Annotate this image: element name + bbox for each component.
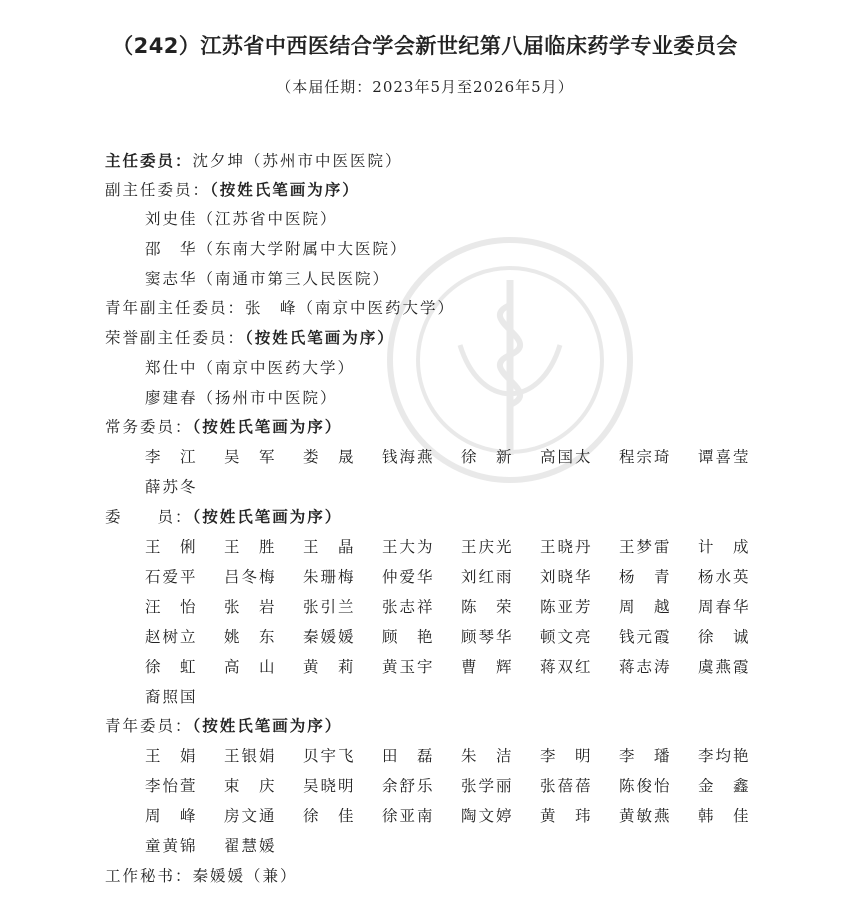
youth-vice-director-name: 张 峰（南京中医药大学） [245, 299, 456, 317]
member-name: 朱珊梅 [303, 568, 356, 586]
director-label: 主任委员： [105, 151, 193, 170]
vice-director-item: 邵 华（东南大学附属中大医院） [145, 240, 408, 258]
member-name: 仲爱华 [382, 568, 435, 586]
vice-directors-note: （按姓氏笔画为序） [210, 180, 360, 199]
member-name: 陈俊怡 [619, 777, 672, 795]
honorary-vice-directors-label: 荣誉副主任委员： [105, 329, 246, 347]
honorary-vice-directors-heading [105, 326, 395, 348]
member-name: 朱 洁 [461, 747, 514, 765]
member-name: 蒋双红 [540, 658, 593, 676]
secretary-line [105, 864, 298, 886]
members-row [145, 655, 755, 679]
member-name: 杨 青 [619, 568, 672, 586]
member-name: 王 俐 [145, 538, 198, 556]
standing-members-label: 常务委员： [105, 418, 193, 436]
member-name: 黄玉宇 [382, 658, 435, 676]
member-name: 高 山 [224, 658, 277, 676]
member-name: 顾 艳 [382, 628, 435, 646]
member-name: 吴 军 [224, 448, 277, 466]
member-name: 徐 诚 [698, 628, 751, 646]
member-name: 钱海燕 [382, 448, 435, 466]
page-title: （242）江苏省中西医结合学会新世纪第八届临床药学专业委员会 [112, 34, 738, 58]
member-name: 赵树立 [145, 628, 198, 646]
term-subtitle: （本届任期：2023年5月至2026年5月） [276, 78, 574, 96]
member-name: 张引兰 [303, 598, 356, 616]
member-name: 李 璠 [619, 747, 672, 765]
member-name: 高国太 [540, 448, 593, 466]
member-name: 王 娟 [145, 747, 198, 765]
member-name: 曹 辉 [461, 658, 514, 676]
member-name: 虞燕霞 [698, 658, 751, 676]
member-name: 张蓓蓓 [540, 777, 593, 795]
secretary-label: 工作秘书： [105, 867, 193, 885]
member-name: 王晓丹 [540, 538, 593, 556]
standing-members-row [145, 475, 755, 499]
member-name: 余舒乐 [382, 777, 435, 795]
member-name: 周 越 [619, 598, 672, 616]
member-name: 刘晓华 [540, 568, 593, 586]
member-name: 蒋志涛 [619, 658, 672, 676]
member-name: 徐 新 [461, 448, 514, 466]
member-name: 陈亚芳 [540, 598, 593, 616]
member-name: 田 磊 [382, 747, 435, 765]
member-name: 钱元霞 [619, 628, 672, 646]
members-row [145, 595, 755, 619]
member-name: 周 峰 [145, 807, 198, 825]
member-name: 王庆光 [461, 538, 514, 556]
members-heading [105, 505, 342, 527]
member-name: 贝宇飞 [303, 747, 356, 765]
members-row [145, 685, 755, 709]
director-line [105, 149, 403, 171]
member-name: 计 成 [698, 538, 751, 556]
member-name: 裔照国 [145, 688, 198, 706]
honorary-vice-director-item: 廖建春（扬州市中医院） [145, 389, 338, 407]
member-name: 汪 怡 [145, 598, 198, 616]
member-name: 李均艳 [698, 747, 751, 765]
member-name: 束 庆 [224, 777, 277, 795]
member-name: 王梦雷 [619, 538, 672, 556]
members-row [145, 625, 755, 649]
member-name: 吕冬梅 [224, 568, 277, 586]
members-note: （按姓氏笔画为序） [192, 507, 343, 526]
youth-members-row [145, 744, 755, 768]
member-name: 李怡萱 [145, 777, 198, 795]
youth-members-heading [105, 714, 342, 736]
member-name: 陶文婷 [461, 807, 514, 825]
standing-members-heading [105, 415, 342, 437]
member-name: 韩 佳 [698, 807, 751, 825]
standing-members-row [145, 445, 755, 469]
member-name: 李 明 [540, 747, 593, 765]
youth-vice-director-label: 青年副主任委员： [105, 299, 246, 317]
member-name: 陈 荣 [461, 598, 514, 616]
vice-directors-heading [105, 178, 360, 200]
member-name: 徐 虹 [145, 658, 198, 676]
member-name: 张志祥 [382, 598, 435, 616]
member-name: 金 鑫 [698, 777, 751, 795]
member-name: 王 胜 [224, 538, 277, 556]
vice-directors-label: 副主任委员： [105, 181, 211, 199]
member-name: 房文通 [224, 807, 277, 825]
members-row [145, 565, 755, 589]
youth-vice-director-line [105, 296, 455, 318]
member-name: 王 晶 [303, 538, 356, 556]
youth-members-label: 青年委员： [105, 717, 193, 735]
member-name: 吴晓明 [303, 777, 356, 795]
member-name: 黄敏燕 [619, 807, 672, 825]
member-name: 娄 晟 [303, 448, 356, 466]
standing-members-note: （按姓氏笔画为序） [192, 417, 343, 436]
member-name: 王银娟 [224, 747, 277, 765]
members-row [145, 535, 755, 559]
member-name: 薛苏冬 [145, 478, 198, 496]
secretary-name: 秦媛媛（兼） [192, 867, 298, 885]
member-name: 程宗琦 [619, 448, 672, 466]
member-name: 王大为 [382, 538, 435, 556]
youth-members-row [145, 804, 755, 828]
member-name: 童黄锦 [145, 837, 198, 855]
vice-director-item: 刘史佳（江苏省中医院） [145, 210, 338, 228]
member-name: 谭喜莹 [698, 448, 751, 466]
member-name: 张 岩 [224, 598, 277, 616]
member-name: 姚 东 [224, 628, 277, 646]
vice-director-item: 窦志华（南通市第三人民医院） [145, 270, 391, 288]
youth-members-row [145, 834, 755, 858]
member-name: 顿文亮 [540, 628, 593, 646]
members-label: 委 员： [105, 508, 193, 526]
member-name: 黄 莉 [303, 658, 356, 676]
member-name: 张学丽 [461, 777, 514, 795]
member-name: 秦媛媛 [303, 628, 356, 646]
member-name: 翟慧媛 [224, 837, 277, 855]
member-name: 石爱平 [145, 568, 198, 586]
member-name: 顾琴华 [461, 628, 514, 646]
youth-members-row [145, 774, 755, 798]
member-name: 刘红雨 [461, 568, 514, 586]
member-name: 李 江 [145, 448, 198, 466]
member-name: 徐 佳 [303, 807, 356, 825]
member-name: 杨水英 [698, 568, 751, 586]
honorary-vice-directors-note: （按姓氏笔画为序） [245, 328, 395, 347]
director-name: 沈夕坤（苏州市中医医院） [192, 152, 403, 170]
youth-members-note: （按姓氏笔画为序） [192, 716, 343, 735]
member-name: 周春华 [698, 598, 751, 616]
honorary-vice-director-item: 郑仕中（南京中医药大学） [145, 359, 356, 377]
member-name: 黄 玮 [540, 807, 593, 825]
member-name: 徐亚南 [382, 807, 435, 825]
